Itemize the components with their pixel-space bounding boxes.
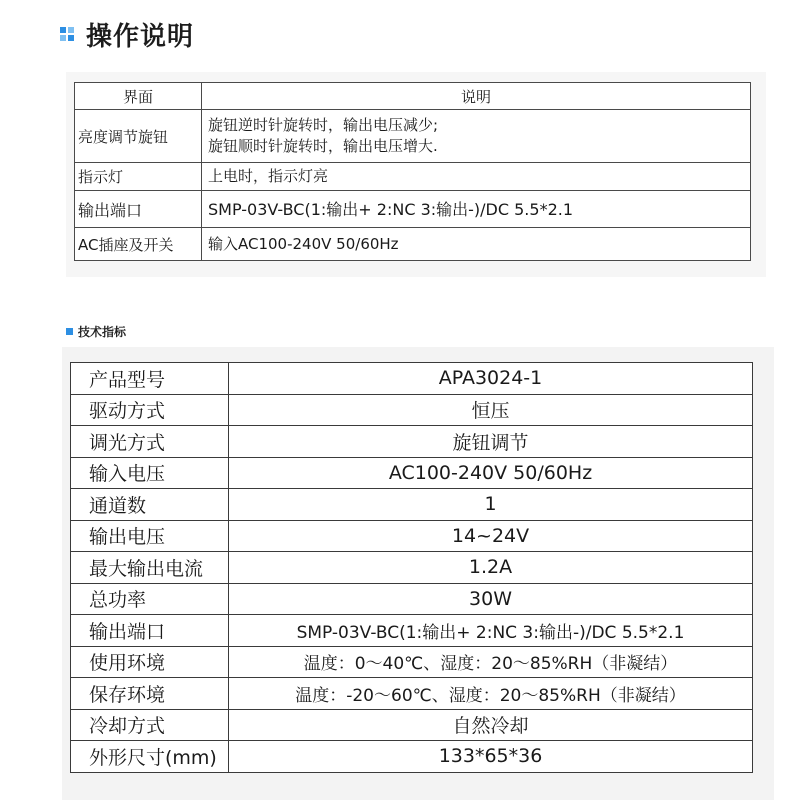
spec-value: APA3024-1 [229,363,753,395]
operation-section-header [60,14,194,54]
spec-value: 旋钮调节 [229,426,753,458]
table-row [75,191,751,228]
spec-label: 输出端口 [71,615,229,647]
table-row [71,363,753,395]
spec-label: 保存环境 [71,678,229,710]
spec-label: 总功率 [71,583,229,615]
row-description: 输入AC100-240V 50/60Hz [202,228,751,261]
table-row [71,678,753,710]
table-row [71,741,753,773]
spec-value: 1 [229,489,753,521]
table-row [71,615,753,647]
spec-value: 133*65*36 [229,741,753,773]
spec-label: 产品型号 [71,363,229,395]
table-row [75,163,751,191]
spec-label: 冷却方式 [71,709,229,741]
spec-value: 1.2A [229,552,753,584]
table-row [71,583,753,615]
operation-table [74,82,751,261]
row-label: 亮度调节旋钮 [75,110,202,163]
table-row [71,552,753,584]
spec-value: SMP-03V-BC(1:输出+ 2:NC 3:输出-)/DC 5.5*2.1 [229,615,753,647]
spec-value: 温度：-20～60℃、湿度：20～85%RH（非凝结） [229,678,753,710]
spec-value: 恒压 [229,394,753,426]
table-row [71,457,753,489]
spec-label: 输入电压 [71,457,229,489]
blue-square-icon [60,27,74,41]
column-header-interface: 界面 [75,83,202,110]
table-row [71,646,753,678]
table-row [71,426,753,458]
operation-table-header-row [75,83,751,110]
spec-label: 输出电压 [71,520,229,552]
spec-label: 外形尺寸(mm) [71,741,229,773]
row-description [202,110,751,163]
spec-label: 使用环境 [71,646,229,678]
spec-label: 最大输出电流 [71,552,229,584]
column-header-description: 说明 [202,83,751,110]
spec-value: 30W [229,583,753,615]
spec-section-header [66,323,126,340]
spec-value: 温度：0～40℃、湿度：20～85%RH（非凝结） [229,646,753,678]
table-row [75,228,751,261]
table-row [71,520,753,552]
spec-label: 调光方式 [71,426,229,458]
spec-table [70,362,753,773]
row-description: 上电时，指示灯亮 [202,163,751,191]
blue-square-icon [66,328,73,335]
table-row [71,394,753,426]
table-row [75,110,751,163]
spec-label: 驱动方式 [71,394,229,426]
table-row [71,489,753,521]
spec-section-title: 技术指标 [78,325,127,339]
row-label: AC插座及开关 [75,228,202,261]
row-label: 指示灯 [75,163,202,191]
description-line: 旋钮逆时针旋转时，输出电压减少; [208,116,439,134]
spec-label: 通道数 [71,489,229,521]
spec-value: 14~24V [229,520,753,552]
operation-section-title: 操作说明 [86,21,195,52]
spec-value: 自然冷却 [229,709,753,741]
spec-value: AC100-240V 50/60Hz [229,457,753,489]
table-row [71,709,753,741]
row-description: SMP-03V-BC(1:输出+ 2:NC 3:输出-)/DC 5.5*2.1 [202,191,751,228]
description-line: 旋钮顺时针旋转时，输出电压增大. [208,137,438,155]
row-label: 输出端口 [75,191,202,228]
